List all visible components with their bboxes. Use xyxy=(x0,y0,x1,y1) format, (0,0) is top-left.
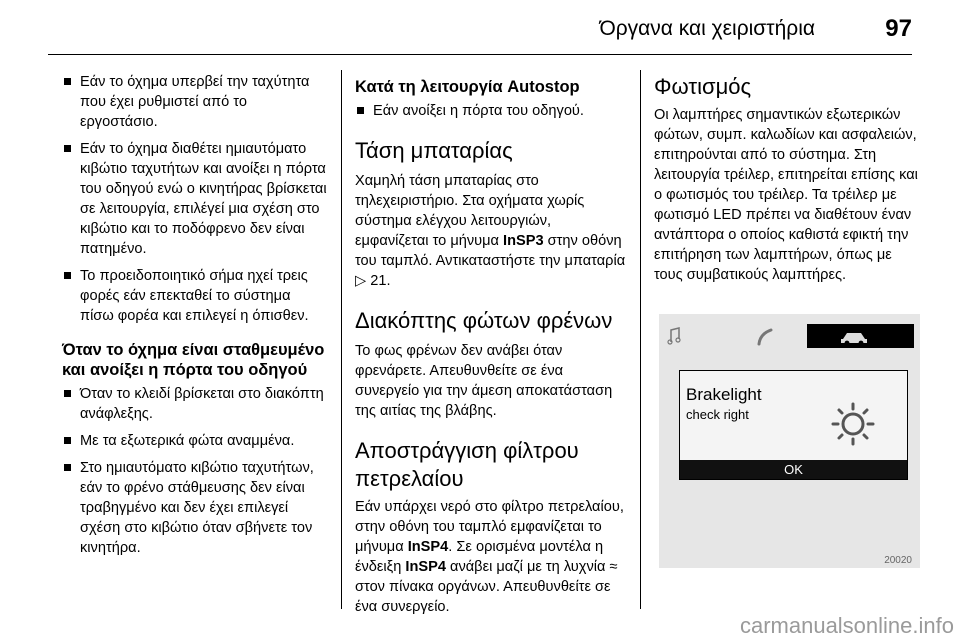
list-item: Εάν ανοίξει η πόρτα του οδηγού. xyxy=(355,101,626,121)
page-header xyxy=(0,0,960,56)
column-divider xyxy=(640,70,641,609)
display-illustration xyxy=(659,314,920,568)
list-item: Όταν το κλειδί βρίσκεται στο διακόπτη ανάφλεξης. xyxy=(62,384,328,424)
figure-code: 20020 xyxy=(884,555,912,566)
list-item: Εάν το όχημα διαθέτει ημιαυτόματο κιβώτιο ταχυτήτων και ανοίξει η πόρτα του οδηγού ενώ ο κινητήρας βρίσκεται σε λειτουργία, επιλέγεί μια σχέση στο κιβώτιο και το ποδόφρενο δεν είναι πατημένο. xyxy=(62,139,328,259)
message-subtitle: check right xyxy=(686,407,749,422)
ok-button: OK xyxy=(680,460,907,479)
section-title-brake-switch: Διακόπτης φώτων φρένων xyxy=(355,308,613,333)
bullet-icon xyxy=(357,107,364,114)
bullet-icon xyxy=(64,145,71,152)
chapter-title: Όργανα και χειριστήρια xyxy=(599,17,815,40)
bullet-icon xyxy=(64,390,71,397)
lighting-text: Οι λαμπτήρες σημαντικών εξωτερικών φώτων, συμπ. καλωδίων και ασφαλειών, επιτηρούνται από το σύστημα. Στη λειτουργία τρέιλερ, επιτηρείται επίσης και ο φωτισμός του τρέιλερ. Τα τρέιλερ με φωτισμό LED πρέπει να διαθέτουν έναν αντάπτορα ο οποίος καθιστά εφικτή την επιτήρηση των λαμπτήρων, όπως με τους συμβατικούς λαμπτήρες. xyxy=(654,107,918,283)
bullet-icon xyxy=(64,464,71,471)
bullet-icon xyxy=(64,437,71,444)
warning-message-panel xyxy=(679,370,908,480)
bullet-icon xyxy=(64,78,71,85)
display-tab-bar xyxy=(665,324,914,348)
section-title-fuel-filter: Αποστράγγιση φίλτρου πετρελαίου xyxy=(355,438,579,491)
fuel-filter-text: Εάν υπάρχει νερό στο φίλτρο πετρελαίου, στην οθόνη του ταμπλό εμφανίζεται το μήνυμα InSP4. Σε ορισμένα μοντέλα η ένδειξη InSP4 ανάβει μαζί με τη λυχνία ≈ στον πίνακα οργάνων. Απευθυνθείτε σε ένα συνεργείο. xyxy=(355,499,624,615)
list-item: Το προειδοποιητικό σήμα ηχεί τρεις φορές εάν επεκταθεί το σύστημα πίσω φορέα και επιλεγεί η όπισθεν. xyxy=(62,266,328,326)
battery-text: Χαμηλή τάση μπαταρίας στο τηλεχειριστήριο. Στα οχήματα χωρίς σύστημα ελέγχου λειτουργιών, εμφανίζεται το μήνυμα InSP3 στην οθόνη του ταμπλό. Αντικαταστήστε την μπαταρία ▷ 21. xyxy=(355,173,626,289)
page-ref-icon: ▷ xyxy=(355,273,367,289)
list-item: Στο ημιαυτόματο κιβώτιο ταχυτήτων, εάν το φρένο στάθμευσης δεν είναι τραβηγμένο και δεν έχει επιλεγεί σχέση στο κιβώτιο όταν σβήνετε τον κινητήρα. xyxy=(62,458,328,558)
column-1 xyxy=(62,72,328,565)
message-title: Brakelight xyxy=(686,385,762,404)
section-title-lighting: Φωτισμός xyxy=(654,74,752,99)
list-item: Με τα εξωτερικά φώτα αναμμένα. xyxy=(62,431,328,451)
code-insp3: InSP3 xyxy=(503,233,544,249)
glow-plug-icon: ≈ xyxy=(609,559,618,575)
bulb-icon xyxy=(828,401,878,447)
section-title-battery: Τάση μπαταρίας xyxy=(355,138,513,163)
section-subheading: Όταν το όχημα είναι σταθμευμένο και ανοίξει η πόρτα του οδηγού xyxy=(62,341,325,379)
brake-switch-text: Το φως φρένων δεν ανάβει όταν φρενάρετε. Απευθυνθείτε σε ένα συνεργείο για την άμεση αποκατάσταση της αιτίας της βλάβης. xyxy=(355,343,613,419)
watermark: carmanualsonline.info xyxy=(739,613,954,638)
music-note-icon xyxy=(668,328,680,344)
column-divider xyxy=(341,70,342,609)
header-divider xyxy=(48,54,912,55)
column-3 xyxy=(654,72,920,285)
list-item: Εάν το όχημα υπερβεί την ταχύτητα που έχει ρυθμιστεί από το εργοστάσιο. xyxy=(62,72,328,132)
section-subheading: Κατά τη λειτουργία Autostop xyxy=(355,78,580,96)
page-number: 97 xyxy=(885,15,912,42)
column-2 xyxy=(355,72,626,617)
bullet-icon xyxy=(64,272,71,279)
phone-icon xyxy=(759,330,771,344)
